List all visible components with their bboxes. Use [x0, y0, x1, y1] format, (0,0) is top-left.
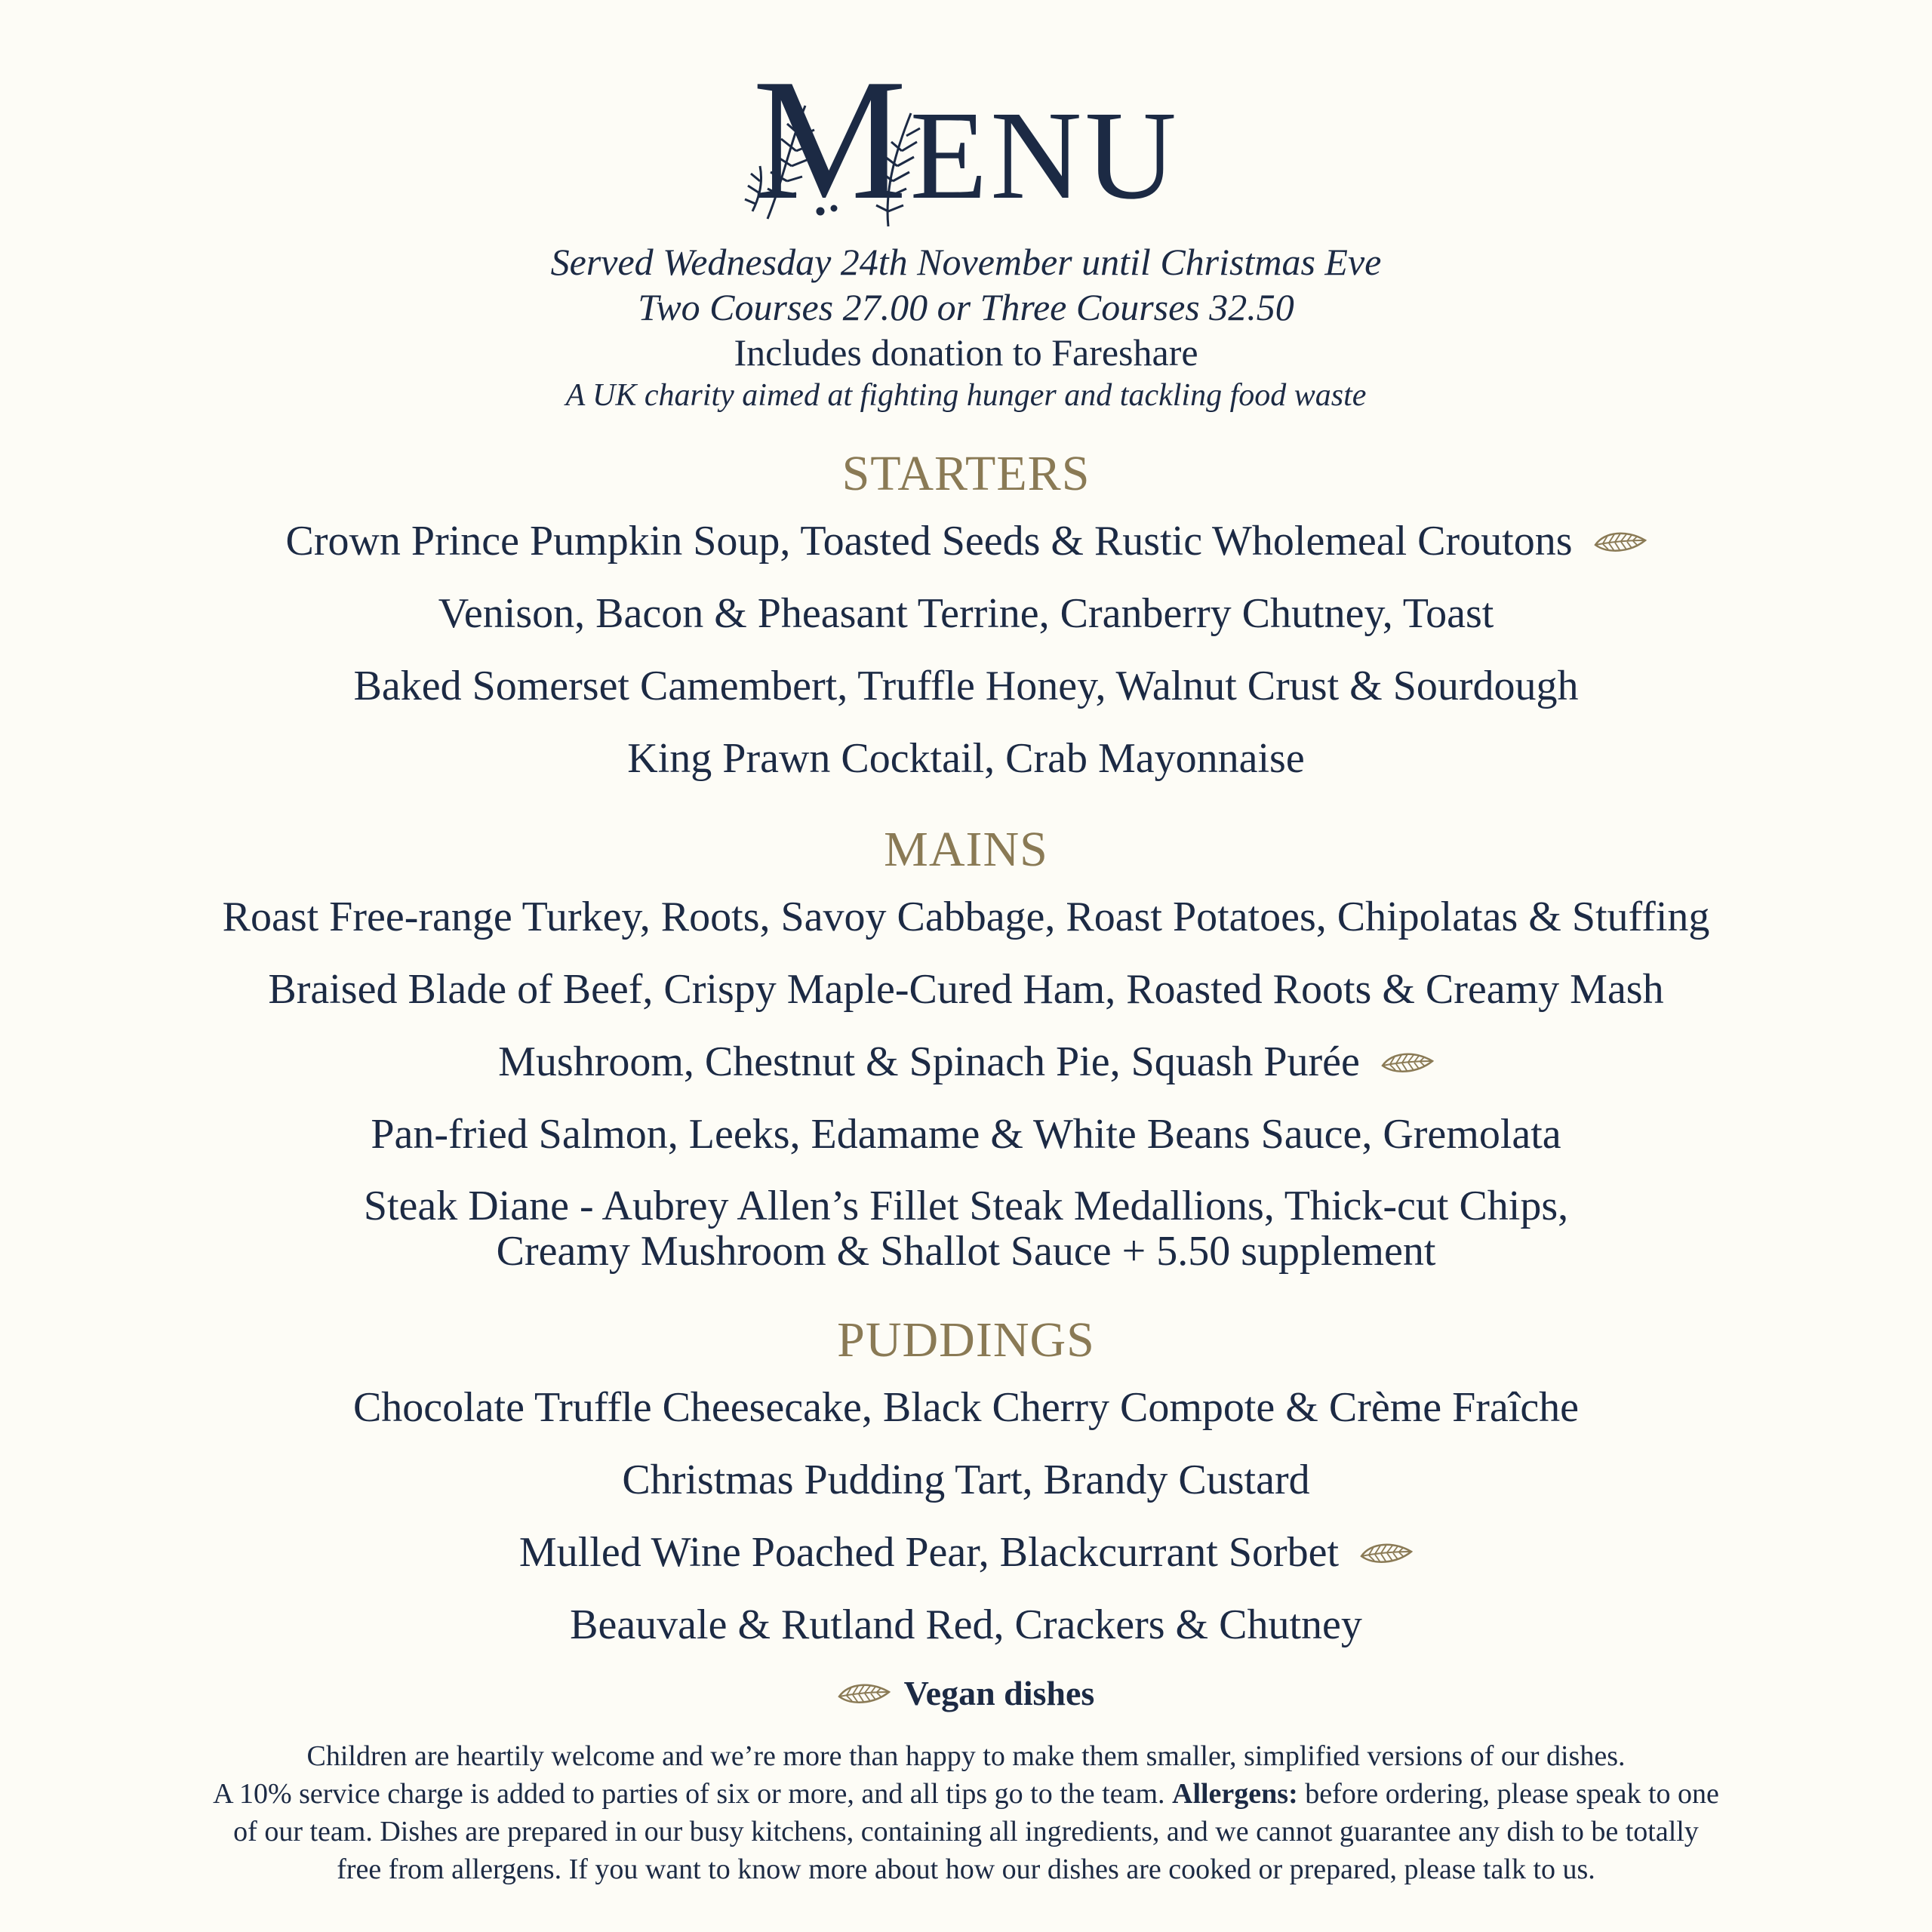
dish-name: Beauvale & Rutland Red, Crackers & Chutney [570, 1601, 1362, 1648]
leaf-icon [1381, 1049, 1434, 1076]
pudding-item [0, 1383, 1932, 1432]
leaf-icon [838, 1680, 891, 1707]
main-item [0, 965, 1932, 1014]
leaf-icon [1360, 1540, 1413, 1567]
allergen-text-start: before ordering, please speak to one [1297, 1778, 1719, 1810]
service-charge-text: A 10% service charge is added to parties of six or more, and all tips go to the team. [213, 1778, 1172, 1810]
dish-name-line1: Steak Diane - Aubrey Allen’s Fillet Steak Medallions, Thick-cut Chips, [363, 1183, 1569, 1229]
pudding-item [0, 1601, 1932, 1649]
dish-name-line2: Creamy Mushroom & Shallot Sauce + 5.50 supplement [496, 1228, 1436, 1275]
menu-title-block [0, 43, 1932, 235]
dish-name: Braised Blade of Beef, Crispy Maple-Cured Ham, Roasted Roots & Creamy Mash [268, 966, 1664, 1013]
legend-label: Vegan dishes [903, 1674, 1095, 1712]
pudding-item [0, 1528, 1932, 1577]
dish-name: Mulled Wine Poached Pear, Blackcurrant Sorbet [518, 1529, 1340, 1576]
donation-note: Includes donation to Fareshare [734, 331, 1198, 374]
dish-name: Pan-fried Salmon, Leeks, Edamame & White Beans Sauce, Gremolata [371, 1111, 1561, 1158]
starter-item [0, 589, 1932, 638]
menu-title [752, 43, 1180, 235]
intro-block [0, 240, 1932, 420]
dish-name: Christmas Pudding Tart, Brandy Custard [622, 1457, 1310, 1503]
dish-name: Mushroom, Chestnut & Spinach Pie, Squash Purée [498, 1038, 1360, 1085]
service-dates: Served Wednesday 24th November until Christmas Eve [550, 241, 1382, 283]
main-item [0, 1038, 1932, 1086]
service-allergen-note [136, 1775, 1796, 1813]
main-item [0, 893, 1932, 941]
vegan-legend [0, 1673, 1932, 1713]
leaf-icon [1594, 528, 1647, 555]
children-note: Children are heartily welcome and we’re more than happy to make them smaller, simplified versions of our dishes. [306, 1740, 1626, 1772]
title-rest-letters: ENU [909, 85, 1180, 226]
dish-name: Venison, Bacon & Pheasant Terrine, Cranberry Chutney, Toast [438, 590, 1494, 637]
starter-item [0, 734, 1932, 783]
title-capital-letter: M [752, 43, 910, 235]
allergens-label: Allergens: [1172, 1778, 1298, 1810]
dish-name: Chocolate Truffle Cheesecake, Black Cherry Compote & Crème Fraîche [352, 1384, 1580, 1431]
puddings-heading: PUDDINGS [837, 1312, 1095, 1367]
mains-heading: MAINS [884, 822, 1048, 877]
charity-description: A UK charity aimed at fighting hunger and tackling food waste [565, 378, 1367, 413]
main-item [0, 1183, 1932, 1274]
starters-heading: STARTERS [841, 446, 1091, 501]
starter-item [0, 517, 1932, 565]
starter-item [0, 662, 1932, 710]
dish-name: Crown Prince Pumpkin Soup, Toasted Seeds & Rustic Wholemeal Croutons [285, 518, 1573, 565]
dish-name: King Prawn Cocktail, Crab Mayonnaise [627, 735, 1305, 782]
dish-name: Baked Somerset Camembert, Truffle Honey, Walnut Crust & Sourdough [353, 663, 1579, 709]
main-item [0, 1110, 1932, 1158]
dish-name: Roast Free-range Turkey, Roots, Savoy Cabbage, Roast Potatoes, Chipolatas & Stuffing [222, 894, 1710, 940]
allergen-text-middle: of our team. Dishes are prepared in our busy kitchens, containing all ingredients, and we cannot guarantee any dish to be totally [233, 1816, 1699, 1847]
pudding-item [0, 1456, 1932, 1504]
allergen-text-end: free from allergens. If you want to know more about how our dishes are cooked or prepared, please talk to us. [337, 1854, 1595, 1885]
course-prices: Two Courses 27.00 or Three Courses 32.50 [638, 286, 1294, 328]
footer-notes [136, 1737, 1796, 1888]
